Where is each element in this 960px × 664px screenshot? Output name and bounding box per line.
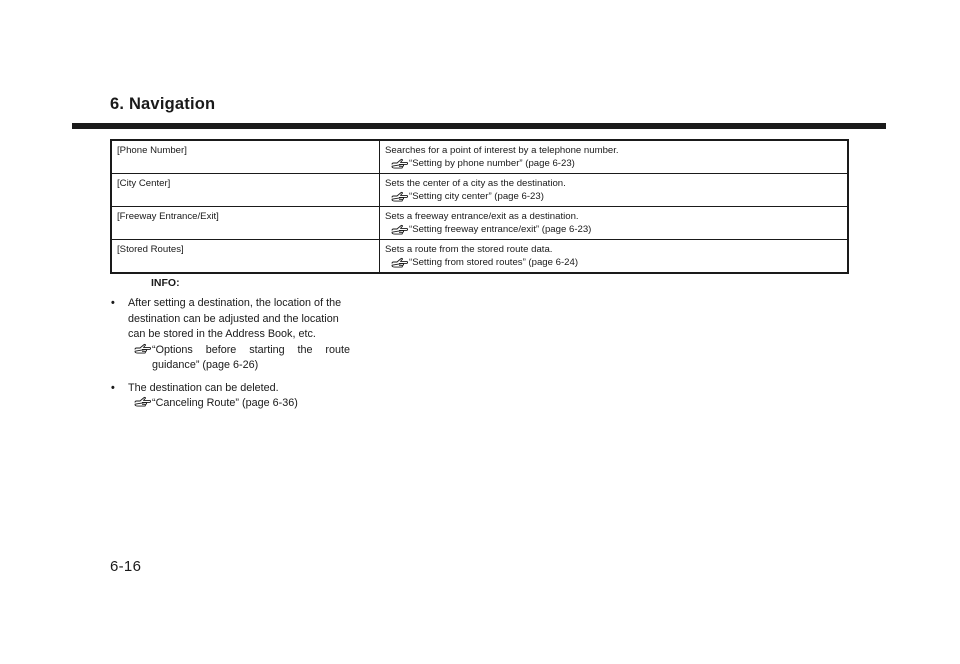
option-description [380,240,849,274]
option-description [380,207,849,240]
bullet-icon: • [111,297,115,309]
info-text: The destination can be deleted. [128,381,279,394]
description-text: Sets the center of a city as the destination. [385,178,566,189]
reference-text: “Canceling Route” (page 6-36) [152,397,298,409]
option-name: [Phone Number] [111,140,380,174]
option-name: [Freeway Entrance/Exit] [111,207,380,240]
cross-reference[interactable] [385,191,843,204]
bullet-icon: • [111,381,115,394]
description-text: Sets a freeway entrance/exit as a destination. [385,211,579,222]
cross-reference[interactable] [128,343,350,374]
cross-reference[interactable] [385,158,843,171]
cross-reference[interactable] [385,257,843,270]
reference-text: “Setting city center” (page 6-23) [409,190,544,202]
cross-reference[interactable] [385,224,843,237]
pointing-hand-icon [391,191,408,202]
option-name: [Stored Routes] [111,240,380,274]
description-text: Sets a route from the stored route data. [385,244,553,255]
reference-text: “Setting freeway entrance/exit” (page 6-23) [409,223,592,235]
table-row [111,240,848,274]
reference-text: “Setting by phone number” (page 6-23) [409,157,575,169]
option-name: [City Center] [111,174,380,207]
pointing-hand-icon [134,343,151,354]
info-list [110,296,350,419]
pointing-hand-icon [391,224,408,235]
description-text: Searches for a point of interest by a telephone number. [385,145,619,156]
title-rule [72,123,886,129]
table-row [111,140,848,174]
reference-text: “Setting from stored routes” (page 6-24) [409,256,579,268]
table-row [111,174,848,207]
section-title: 6. Navigation [110,95,216,113]
info-item [110,381,350,412]
pointing-hand-icon [391,158,408,169]
page-number: 6-16 [110,558,142,575]
table-row [111,207,848,240]
pointing-hand-icon [391,257,408,268]
reference-text: “Options before starting the route guidance” (page 6-26) [152,343,350,371]
info-item [110,296,350,374]
cross-reference[interactable] [128,396,350,412]
option-description [380,174,849,207]
info-label: INFO: [151,277,180,289]
options-table [110,139,849,274]
pointing-hand-icon [134,396,151,407]
info-text: After setting a destination, the location of the destination can be adjusted and the location can be stored in the Address Book, etc. [128,297,342,340]
option-description [380,140,849,174]
